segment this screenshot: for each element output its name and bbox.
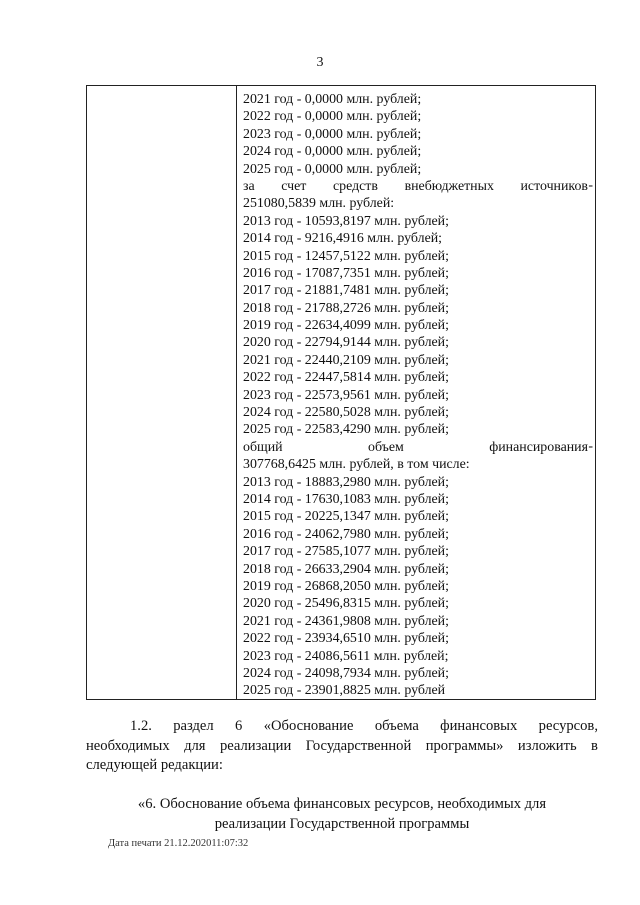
table-line: 2024 год - 0,0000 млн. рублей; [243, 144, 422, 160]
print-date-footer: Дата печати 21.12.202011:07:32 [108, 838, 249, 849]
word: изложить [517, 737, 577, 754]
word: объем [368, 439, 404, 455]
table-line: 2024 год - 24098,7934 млн. рублей; [243, 665, 449, 681]
extrabudget-dash: - [588, 178, 593, 193]
table-line: 2015 год - 12457,5122 млн. рублей; [243, 248, 449, 264]
word: счет [281, 178, 307, 194]
table-line: 2013 год - 10593,8197 млн. рублей; [243, 213, 449, 229]
table-line: 2025 год - 23901,8825 млн. рублей [243, 683, 446, 699]
financing-table [86, 85, 596, 700]
total-dash: - [588, 439, 593, 454]
word: финансирования [489, 439, 588, 455]
table-line: 2020 год - 25496,8315 млн. рублей; [243, 596, 449, 612]
table-line: 2014 год - 17630,1083 млн. рублей; [243, 491, 449, 507]
lines-part2 [243, 213, 588, 439]
word: реализации [219, 737, 292, 754]
table-line: 2021 год - 24361,9808 млн. рублей; [243, 613, 449, 629]
word: финансовых [440, 718, 518, 734]
table-line: 2018 год - 21788,2726 млн. рублей; [243, 300, 449, 316]
total-financing-amount: 307768,6425 млн. рублей, в том числе: [243, 457, 470, 473]
extrabudget-label [243, 178, 588, 195]
table-line: 2025 год - 0,0000 млн. рублей; [243, 161, 422, 177]
table-line: 2023 год - 0,0000 млн. рублей; [243, 126, 422, 142]
heading-line-2: реализации Государственной программы [214, 815, 470, 832]
word: средств [332, 178, 378, 194]
table-line: 2016 год - 17087,7351 млн. рублей; [243, 265, 449, 281]
amendment-paragraph [86, 717, 598, 776]
table-line: 2013 год - 18883,2980 млн. рублей; [243, 474, 449, 490]
word: для [184, 737, 206, 754]
table-line: 2021 год - 22440,2109 млн. рублей; [243, 352, 449, 368]
paragraph-line-2 [86, 737, 598, 757]
table-line: 2017 год - 27585,1077 млн. рублей; [243, 544, 449, 560]
table-line: 2019 год - 26868,2050 млн. рублей; [243, 578, 449, 594]
section-heading [86, 795, 598, 834]
table-line: 2022 год - 0,0000 млн. рублей; [243, 109, 422, 125]
table-line: 2015 год - 20225,1347 млн. рублей; [243, 509, 449, 525]
table-line: 2019 год - 22634,4099 млн. рублей; [243, 318, 449, 334]
word: объема [374, 718, 419, 734]
word: ресурсов, [538, 718, 598, 734]
word: 1.2. [130, 718, 152, 734]
table-line: 2023 год - 24086,5611 млн. рублей; [243, 648, 449, 664]
table-line: 2022 год - 22447,5814 млн. рублей; [243, 370, 449, 386]
word: программы» [425, 737, 504, 754]
total-financing-label [243, 439, 588, 456]
table-column-divider [236, 86, 237, 699]
word: раздел [173, 718, 214, 734]
financing-cell [243, 91, 588, 700]
table-line: 2021 год - 0,0000 млн. рублей; [243, 92, 422, 107]
table-line: 2016 год - 24062,7980 млн. рублей; [243, 526, 449, 542]
word: в [591, 737, 598, 754]
word: 6 [235, 718, 243, 734]
table-line: 2018 год - 26633,2904 млн. рублей; [243, 561, 449, 577]
word: «Обоснование [263, 718, 354, 734]
extrabudget-total: 251080,5839 млн. рублей: [243, 196, 395, 212]
table-line: 2022 год - 23934,6510 млн. рублей; [243, 631, 449, 647]
table-line: 2025 год - 22583,4290 млн. рублей; [243, 422, 449, 438]
table-line: 2020 год - 22794,9144 млн. рублей; [243, 335, 449, 351]
paragraph-line-1 [86, 717, 598, 737]
page-number: 3 [316, 55, 324, 70]
heading-line-1: «6. Обоснование объема финансовых ресурсов, необходимых для [137, 796, 547, 812]
table-line: 2014 год - 9216,4916 млн. рублей; [243, 231, 443, 247]
paragraph-line-3: следующей редакции: [86, 757, 223, 773]
lines-part1 [243, 91, 588, 178]
table-line: 2017 год - 21881,7481 млн. рублей; [243, 283, 449, 299]
table-line: 2023 год - 22573,9561 млн. рублей; [243, 387, 449, 403]
word: за [243, 178, 255, 194]
word: внебюджетных [404, 178, 494, 194]
word: Государственной [305, 737, 412, 754]
word: источников [520, 178, 588, 194]
table-line: 2024 год - 22580,5028 млн. рублей; [243, 405, 449, 421]
word: необходимых [86, 737, 170, 754]
lines-part3 [243, 474, 588, 700]
word: общий [243, 439, 283, 455]
